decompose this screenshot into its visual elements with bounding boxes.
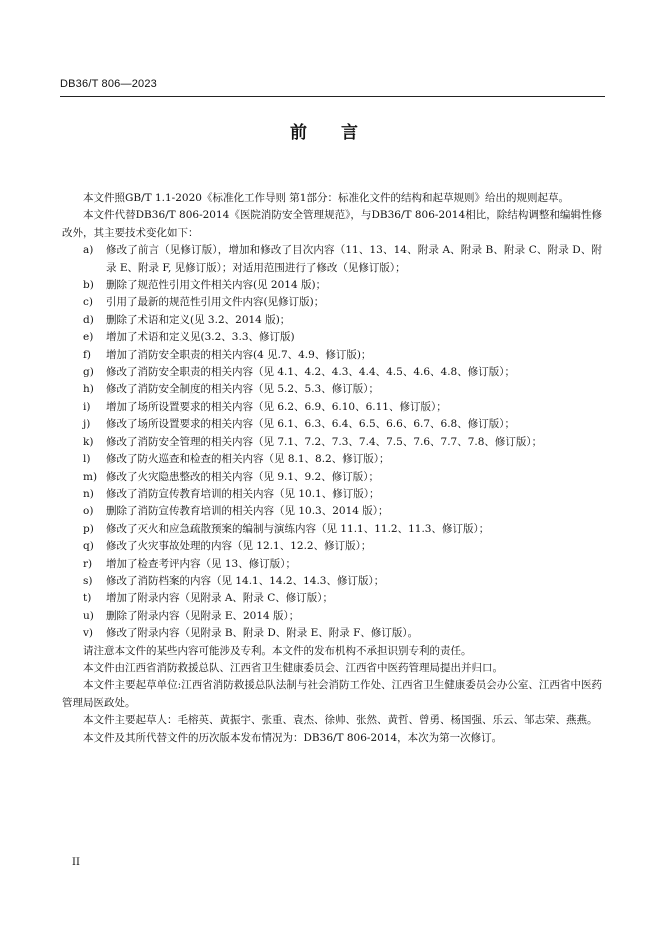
list-item [62, 503, 602, 520]
list-item [62, 364, 602, 381]
paragraph-drafting-rules: 本文件照GB/T 1.1-2020《标准化工作导则 第1部分：标准化文件的结构和起草规则》给出的规则起草。 [83, 192, 569, 204]
list-item [62, 312, 602, 329]
list-item [62, 277, 602, 294]
paragraph-replaces: 本文件代替DB36/T 806-2014《医院消防安全管理规范》，与DB36/T 806-2014相比，除结构调整和编辑性修改外，其主要技术变化如下： [62, 209, 602, 239]
list-item-marker: p) [83, 522, 94, 535]
paragraph-drafting-units: 本文件主要起草单位:江西省消防救援总队法制与社会消防工作处、江西省卫生健康委员会办公室、江西省中医药管理局医政处。 [62, 679, 602, 709]
list-item-text: 增加了场所设置要求的相关内容（见 6.2、6.9、6.10、6.11、修订版）； [106, 400, 447, 413]
list-item-text: 删除了术语和定义(见 3.2、2014 版)； [106, 313, 291, 326]
list-item-marker: f) [83, 348, 91, 361]
list-item-text: 修改了消防安全职责的相关内容（见 4.1、4.2、4.3、4.4、4.5、4.6、4.8、修订版）； [106, 366, 515, 379]
page-title: 前 言 [290, 123, 372, 143]
list-item-marker: v) [83, 627, 94, 640]
list-item-text: 修改了消防安全管理的相关内容（见 7.1、7.2、7.3、7.4、7.5、7.6、7.7、7.8、修订版）； [106, 435, 543, 448]
list-item [62, 590, 602, 607]
document-code: DB36/T 806—2023 [60, 78, 157, 90]
list-item-marker: u) [83, 609, 94, 622]
list-item-marker: i) [83, 400, 91, 413]
header-rule [60, 96, 605, 97]
list-item-marker: m) [83, 470, 98, 483]
list-item-text: 删除了消防宣传教育培训的相关内容（见 10.3、2014 版）； [106, 505, 389, 518]
list-item-marker: j) [83, 418, 91, 431]
list-item-text: 删除了规范性引用文件相关内容(见 2014 版)； [106, 279, 327, 292]
list-item-marker: l) [83, 453, 91, 466]
list-item-text: 修改了附录内容（见附录 B、附录 D、附录 E、附录 F、修订版）。 [106, 627, 419, 640]
list-item-marker: h) [83, 383, 94, 396]
list-item-text: 修改了灭火和应急疏散预案的编制与演练内容（见 11.1、11.2、11.3、修订版）； [106, 522, 490, 535]
list-item-text: 修改了消防安全制度的相关内容（见 5.2、5.3、修订版）； [106, 383, 379, 396]
list-item [62, 329, 602, 346]
list-item [62, 242, 602, 277]
list-item-text: 增加了术语和定义见(3.2、3.3、修订版) [106, 331, 295, 344]
paragraph-drafters: 本文件主要起草人：毛榕英、黄振宇、张重、袁杰、徐帅、张然、黄哲、曾勇、杨国强、乐云、邹志荣、燕燕。 [83, 714, 598, 727]
change-list [62, 242, 602, 642]
page-number: II [72, 857, 80, 868]
list-item [62, 625, 602, 642]
list-item [62, 451, 602, 468]
list-item-text: 增加了消防安全职责的相关内容(4 见.7、4.9、修订版)； [106, 348, 372, 361]
list-item [62, 469, 602, 486]
paragraph-version-history: 本文件及其所代替文件的历次版本发布情况为：DB36/T 806-2014，本次为第一次修订。 [83, 731, 503, 744]
list-item [62, 521, 602, 538]
foreword-body [62, 190, 602, 747]
list-item-marker: d) [83, 313, 94, 326]
list-item-text: 修改了火灾事故处理的内容（见 12.1、12.2、修订版）； [106, 540, 372, 553]
list-item-text: 修改了前言（见修订版），增加和修改了目次内容（11、13、14、附录 A、附录 B、附录 C、附录 D、附录 E、附录 F, 见修订版）；对适用范围进行了修改（见修订版）； [106, 244, 602, 274]
list-item-marker: b) [83, 279, 94, 292]
list-item-marker: a) [83, 244, 94, 257]
list-item-text: 删除了附录内容（见附录 E、2014 版）； [106, 609, 300, 622]
list-item-text: 增加了附录内容（见附录 A、附录 C、修订版）； [106, 592, 334, 605]
list-item-marker: o) [83, 505, 94, 518]
list-item-text: 增加了检查考评内容（见 13、修订版）； [106, 557, 296, 570]
list-item-marker: q) [83, 540, 94, 553]
list-item-text: 修改了防火巡查和检查的相关内容（见 8.1、8.2、修订版）； [106, 453, 390, 466]
paragraph-proposer: 本文件由江西省消防救援总队、江西省卫生健康委员会、江西省中医药管理局提出并归口。 [83, 661, 503, 674]
list-item-marker: g) [83, 366, 94, 379]
list-item-marker: t) [83, 592, 92, 605]
list-item-marker: n) [83, 487, 94, 500]
list-item [62, 538, 602, 555]
list-item [62, 294, 602, 311]
list-item-marker: s) [83, 574, 93, 587]
list-item [62, 381, 602, 398]
list-item [62, 434, 602, 451]
list-item [62, 573, 602, 590]
list-item-text: 修改了消防档案的内容（见 14.1、14.2、14.3、修订版）； [106, 574, 385, 587]
list-item-marker: e) [83, 331, 94, 344]
list-item [62, 347, 602, 364]
list-item [62, 486, 602, 503]
list-item-text: 修改了消防宣传教育培训的相关内容（见 10.1、修订版）； [106, 487, 380, 500]
list-item-marker: c) [83, 296, 93, 309]
list-item-marker: k) [83, 435, 94, 448]
list-item-text: 修改了场所设置要求的相关内容（见 6.1、6.3、6.4、6.5、6.6、6.7、6.8、修订版）； [106, 418, 515, 431]
list-item-text: 引用了最新的规范性引用文件内容(见修订版)； [106, 296, 325, 309]
list-item-marker: r) [83, 557, 93, 570]
paragraph-patent-notice: 请注意本文件的某些内容可能涉及专利。本文件的发布机构不承担识别专利的责任。 [83, 644, 472, 657]
list-item [62, 399, 602, 416]
list-item-text: 修改了火灾隐患整改的相关内容（见 9.1、9.2、修订版）； [106, 470, 379, 483]
list-item [62, 416, 602, 433]
list-item [62, 608, 602, 625]
list-item [62, 556, 602, 573]
